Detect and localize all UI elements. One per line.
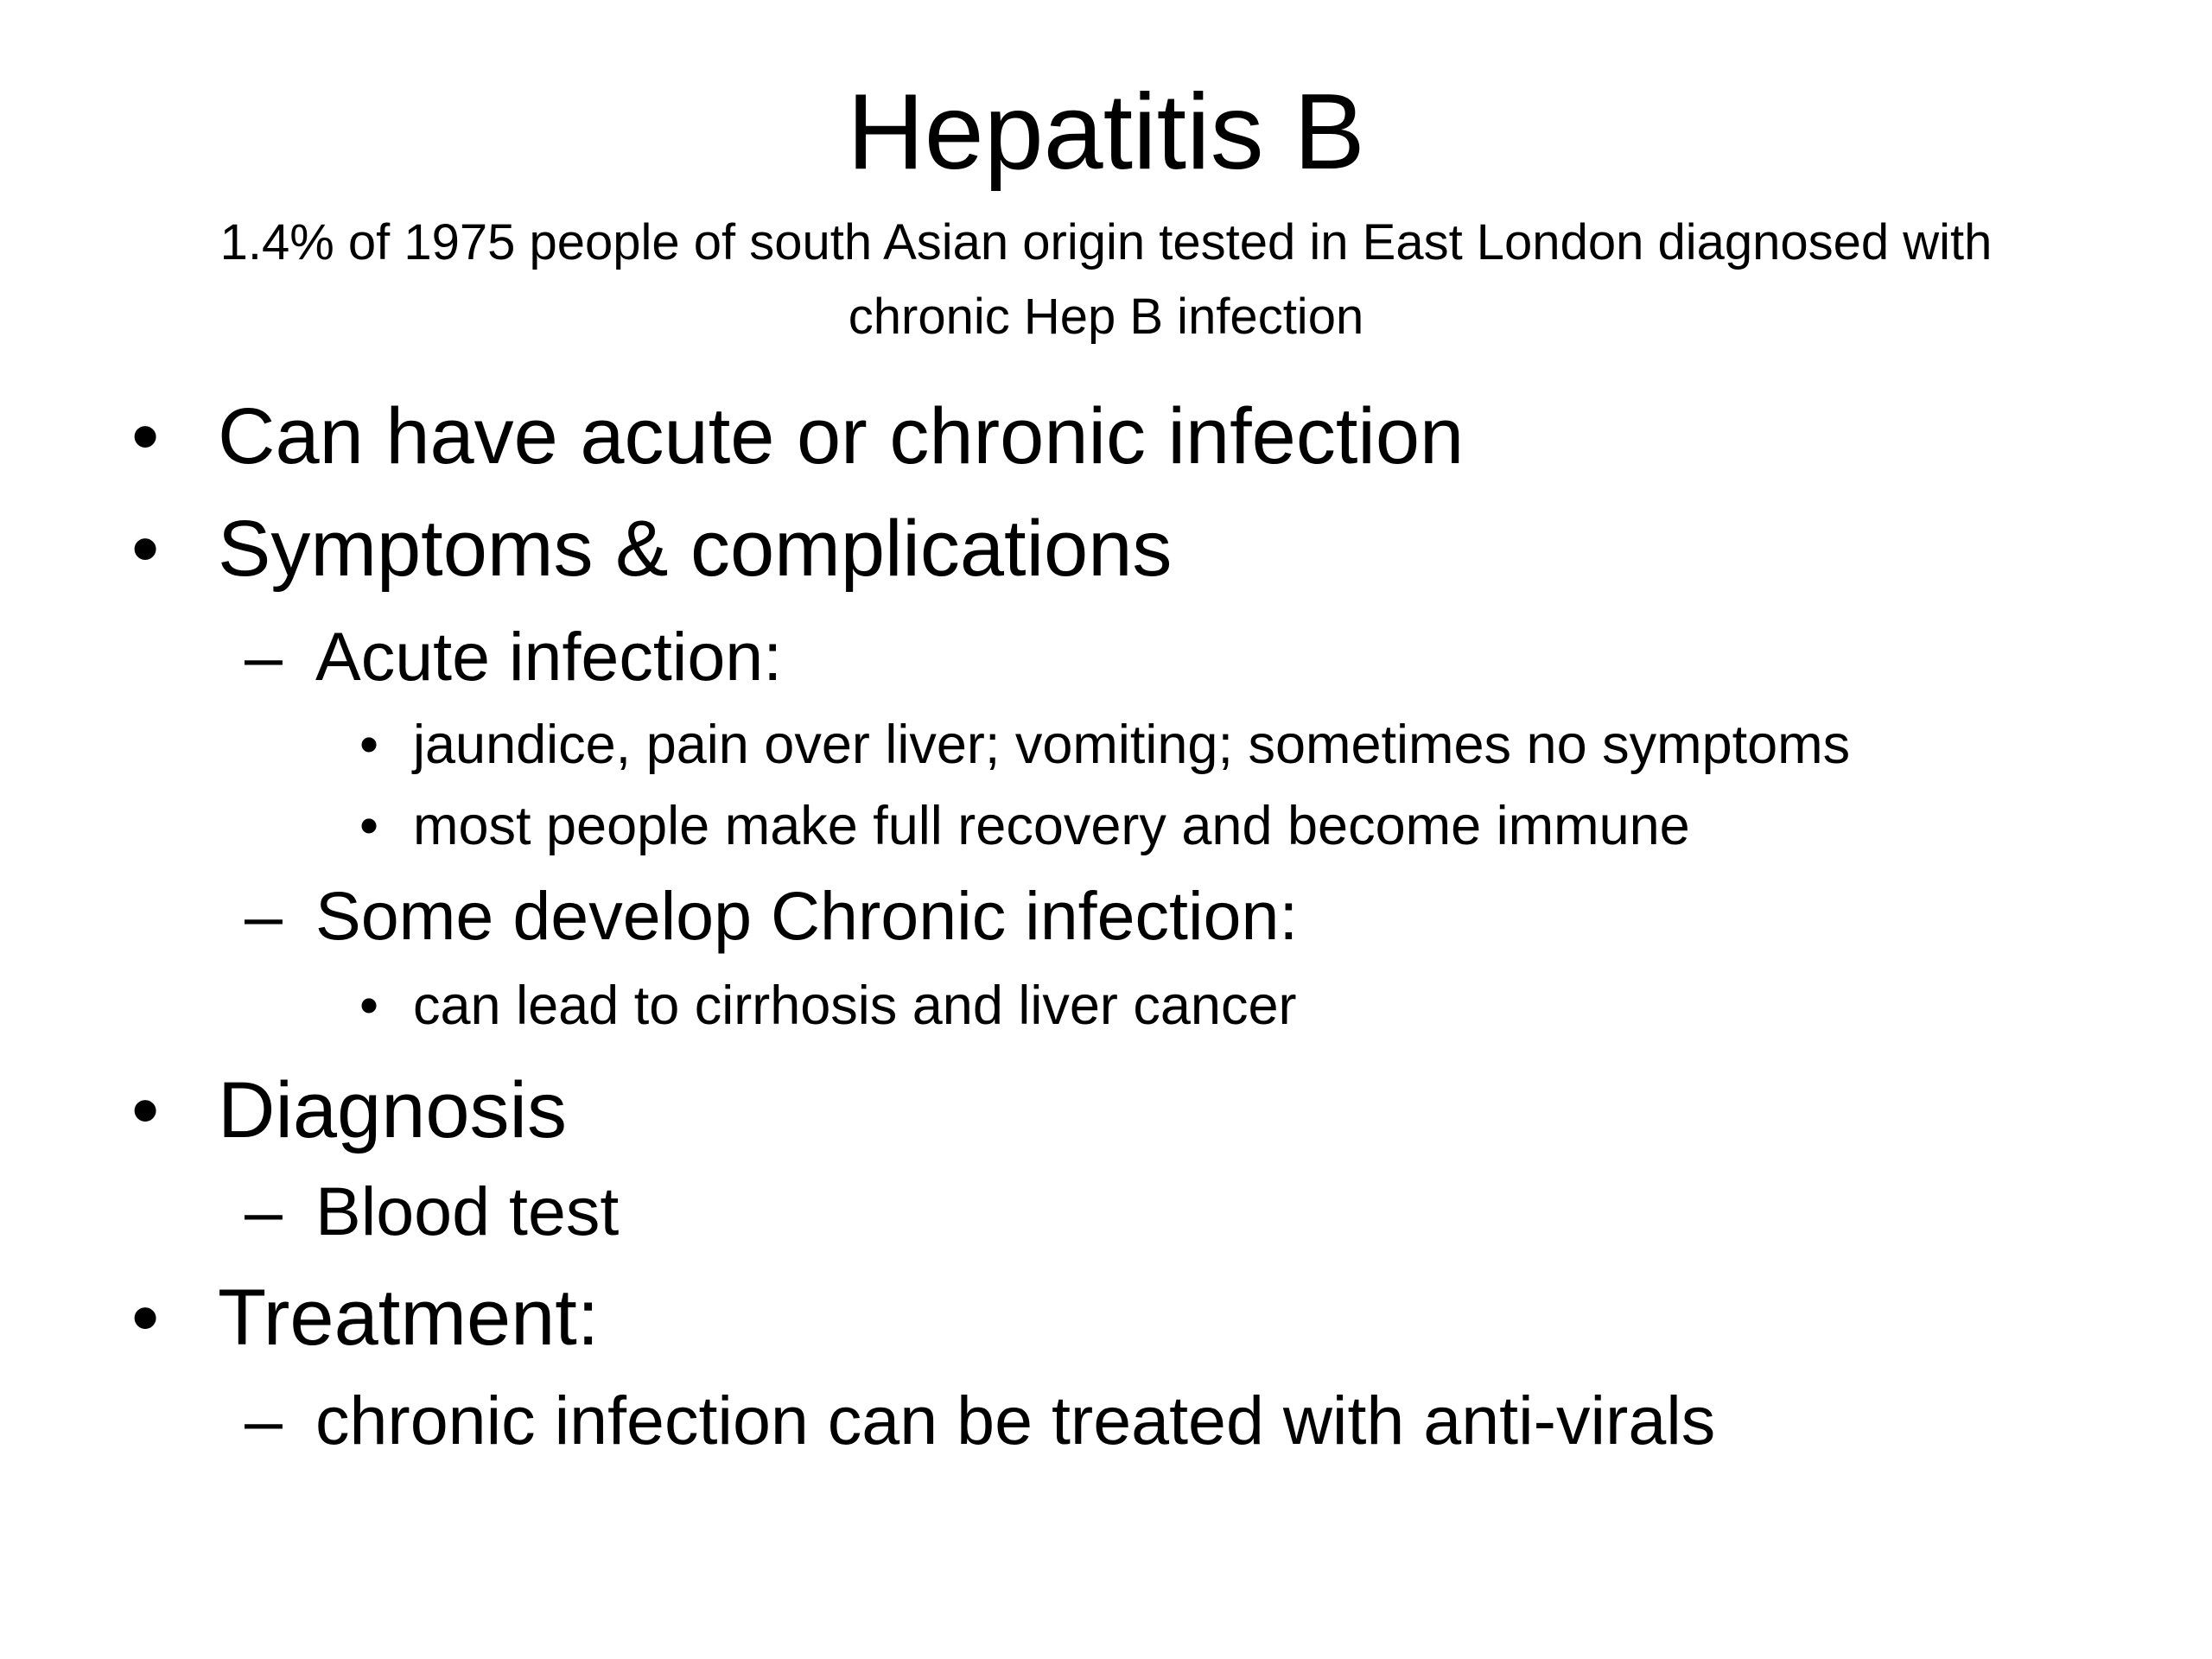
bullet-marker: • [131, 1274, 160, 1362]
bullet-marker: • [131, 392, 160, 480]
dash-marker: – [245, 618, 283, 695]
subitem-antivirals: chronic infection can be treated with anti-virals [315, 1382, 1716, 1459]
bullet-marker: • [359, 976, 379, 1036]
subitem-blood-test: Blood test [315, 1173, 620, 1249]
subsubitem-cirrhosis: can lead to cirrhosis and liver cancer [413, 976, 1297, 1036]
dash-marker: – [245, 877, 283, 954]
slide-subtitle: 1.4% of 1975 people of south Asian origin tested in East London diagnosed with chronic Hep B infection [219, 214, 1993, 345]
bullet-marker: • [359, 796, 379, 856]
bullet-diagnosis: Diagnosis [218, 1066, 567, 1154]
bullet-treatment: Treatment: [218, 1274, 600, 1362]
dash-marker: – [245, 1173, 283, 1249]
subitem-chronic-infection: Some develop Chronic infection: [315, 877, 1299, 954]
bullet-marker: • [131, 1066, 160, 1154]
bullet-marker: • [359, 715, 379, 775]
dash-marker: – [245, 1382, 283, 1459]
subsubitem-recovery: most people make full recovery and become immune [413, 796, 1690, 856]
subitem-acute-infection: Acute infection: [315, 618, 783, 695]
bullet-acute-or-chronic: Can have acute or chronic infection [218, 392, 1465, 480]
bullet-marker: • [131, 505, 160, 593]
slide-title: Hepatitis B [847, 73, 1365, 192]
subsubitem-jaundice: jaundice, pain over liver; vomiting; sometimes no symptoms [413, 715, 1851, 775]
bullet-symptoms: Symptoms & complications [218, 505, 1173, 593]
